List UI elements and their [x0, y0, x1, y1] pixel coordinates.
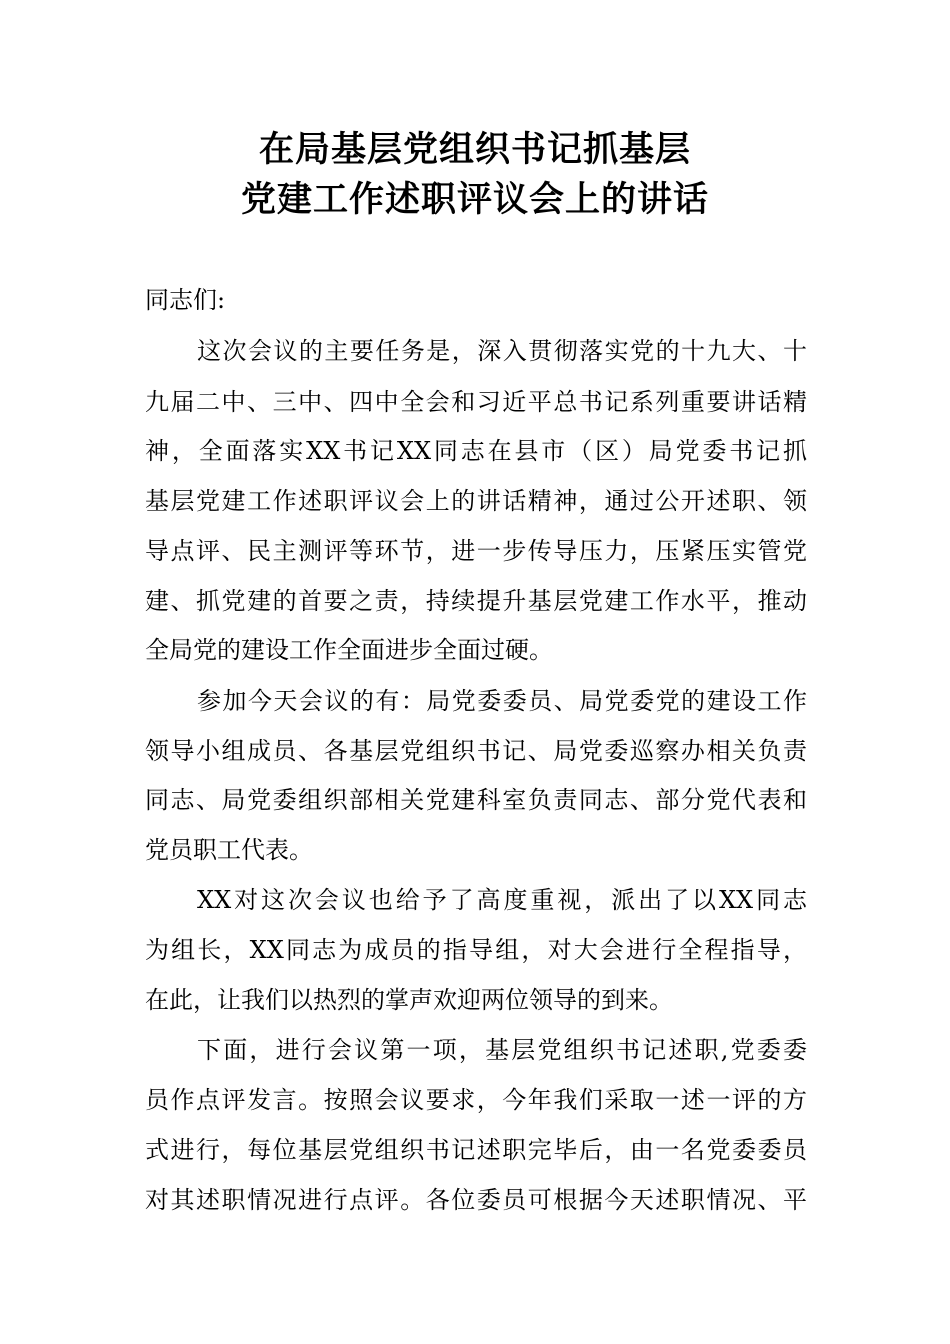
paragraph-4-line-3: 式进行，每位基层党组织书记述职完毕后，由一名党委委员	[145, 1136, 807, 1164]
paragraph-2-line-3: 同志、局党委组织部相关党建科室负责同志、部分党代表和	[145, 786, 807, 814]
paragraph-4-line-2: 员作点评发言。按照会议要求，今年我们采取一述一评的方	[145, 1086, 807, 1114]
paragraph-1-line-1: 这次会议的主要任务是，深入贯彻落实党的十九大、十	[197, 337, 807, 365]
paragraph-1-line-3: 神，全面落实XX书记XX同志在县市（区）局党委书记抓	[145, 437, 807, 465]
paragraph-2-line-1: 参加今天会议的有：局党委委员、局党委党的建设工作	[197, 687, 807, 715]
paragraph-3-line-3: 在此，让我们以热烈的掌声欢迎两位领导的到来。	[145, 986, 673, 1014]
paragraph-2-line-4: 党员职工代表。	[145, 836, 313, 864]
document-title-line-2: 党建工作述职评议会上的讲话	[240, 179, 709, 220]
paragraph-1-line-7: 全局党的建设工作全面进步全面过硬。	[145, 636, 553, 664]
paragraph-1-line-2: 九届二中、三中、四中全会和习近平总书记系列重要讲话精	[145, 388, 807, 416]
paragraph-3-line-1: XX对这次会议也给予了高度重视，派出了以XX同志	[197, 886, 807, 914]
salutation: 同志们:	[145, 286, 226, 314]
paragraph-2-line-2: 领导小组成员、各基层党组织书记、局党委巡察办相关负责	[145, 737, 807, 765]
paragraph-1-line-5: 导点评、民主测评等环节，进一步传导压力，压紧压实管党	[145, 537, 807, 565]
paragraph-1-line-6: 建、抓党建的首要之责，持续提升基层党建工作水平，推动	[145, 587, 807, 615]
paragraph-4-line-1: 下面，进行会议第一项，基层党组织书记述职,党委委	[197, 1036, 807, 1064]
document-title-line-1: 在局基层党组织书记抓基层	[258, 129, 691, 170]
paragraph-1-line-4: 基层党建工作述职评议会上的讲话精神，通过公开述职、领	[145, 487, 807, 515]
paragraph-4-line-4: 对其述职情况进行点评。各位委员可根据今天述职情况、平	[145, 1186, 807, 1214]
paragraph-3-line-2: 为组长，XX同志为成员的指导组，对大会进行全程指导，	[145, 936, 807, 964]
